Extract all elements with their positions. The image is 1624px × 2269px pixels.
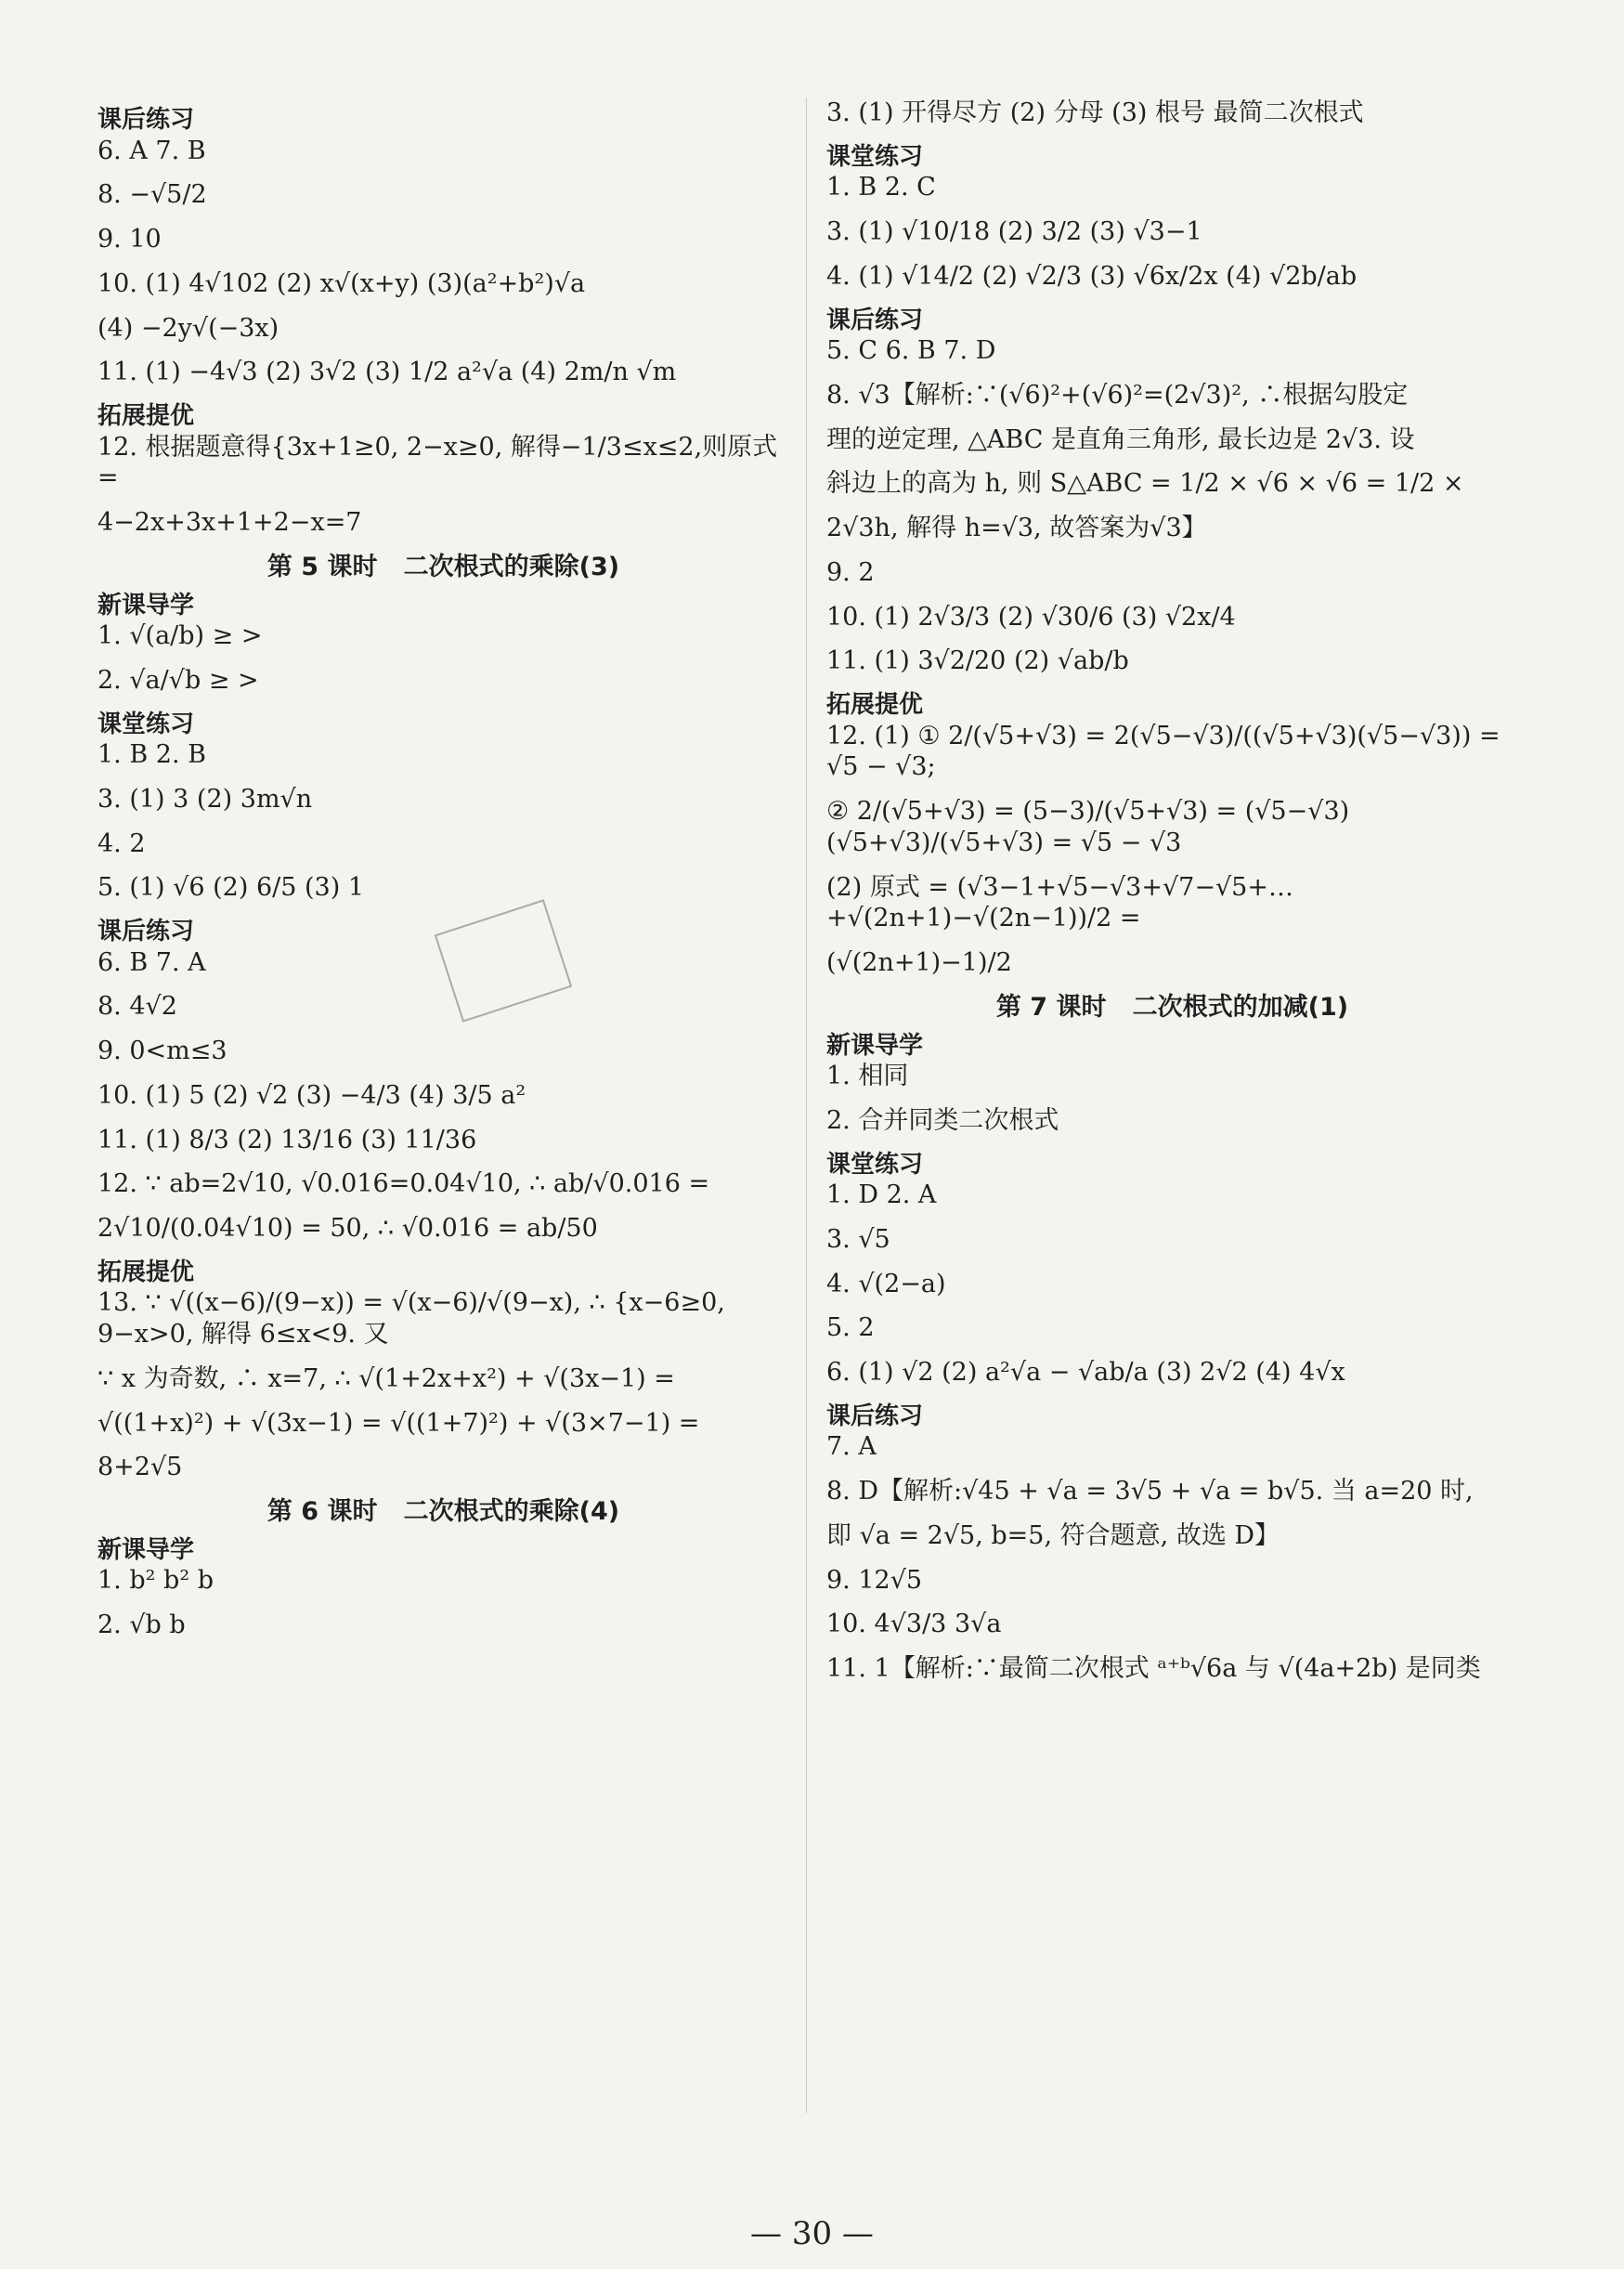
answer-line: 3. (1) 3 (2) 3m√n bbox=[97, 784, 313, 814]
section-heading: 课堂练习 bbox=[97, 710, 195, 738]
section-heading: 拓展提优 bbox=[97, 402, 195, 430]
answer-line: 4. (1) √14/2 (2) √2/3 (3) √6x/2x (4) √2b/ab bbox=[826, 261, 1358, 291]
answer-line: 11. (1) 3√2/20 (2) √ab/b bbox=[826, 646, 1129, 676]
answer-line: 10. (1) 4√102 (2) x√(x+y) (3)(a²+b²)√a bbox=[97, 268, 586, 298]
answer-line: 1. √(a/b) ≥ > bbox=[97, 621, 263, 650]
answer-line: 5. (1) √6 (2) 6/5 (3) 1 bbox=[97, 873, 365, 903]
answer-line: 9. 10 bbox=[97, 225, 162, 254]
answer-line: 4. √(2−a) bbox=[826, 1269, 946, 1298]
answer-line: 2. √a/√b ≥ > bbox=[97, 665, 259, 695]
section-heading: 拓展提优 bbox=[97, 1258, 195, 1286]
answer-line: 8+2√5 bbox=[97, 1453, 183, 1482]
answer-line: 11. (1) −4√3 (2) 3√2 (3) 1/2 a²√a (4) 2m/n √m bbox=[97, 358, 677, 387]
answer-line: 2√3h, 解得 h=√3, 故答案为√3】 bbox=[826, 514, 1207, 542]
answer-line: 1. 相同 bbox=[826, 1062, 909, 1090]
answer-line: (√(2n+1)−1)/2 bbox=[826, 948, 1012, 977]
section-heading: 课后练习 bbox=[97, 106, 195, 134]
answer-line: 1. B 2. B bbox=[97, 740, 206, 769]
answer-line: 4−2x+3x+1+2−x=7 bbox=[97, 508, 362, 537]
answer-line: 6. A 7. B bbox=[97, 136, 206, 165]
answer-line: 12. 根据题意得{3x+1≥0, 2−x≥0, 解得−1/3≤x≤2,则原式= bbox=[97, 432, 778, 493]
section-heading: 课后练习 bbox=[826, 1402, 924, 1430]
answer-line: 10. (1) 5 (2) √2 (3) −4/3 (4) 3/5 a² bbox=[97, 1080, 526, 1110]
answer-line: 7. A bbox=[826, 1432, 877, 1462]
answer-line: 8. 4√2 bbox=[97, 992, 177, 1022]
answer-line: 2. 合并同类二次根式 bbox=[826, 1105, 1059, 1135]
answer-line: 2. √b b bbox=[97, 1610, 186, 1639]
answer-line: 2√10/(0.04√10) = 50, ∴ √0.016 = ab/50 bbox=[97, 1214, 598, 1243]
answer-line: 4. 2 bbox=[97, 828, 146, 858]
answer-line: ② 2/(√5+√3) = (5−3)/(√5+√3) = (√5−√3)(√5+√3)/(√5+√3) = √5 − √3 bbox=[826, 797, 1350, 857]
answer-line: 5. C 6. B 7. D bbox=[826, 336, 996, 365]
section-heading: 课堂练习 bbox=[826, 1150, 924, 1179]
answer-line: 斜边上的高为 h, 则 S△ABC = 1/2 × √6 × √6 = 1/2 × bbox=[826, 469, 1464, 499]
section-heading: 新课导学 bbox=[97, 591, 195, 619]
answer-line: ∵ x 为奇数, ∴ x=7, ∴ √(1+2x+x²) + √(3x−1) = bbox=[97, 1363, 675, 1393]
answer-line: 6. B 7. A bbox=[97, 947, 206, 977]
answer-line: 12. (1) ① 2/(√5+√3) = 2(√5−√3)/((√5+√3)(√5−√3)) = √5 − √3; bbox=[826, 721, 1501, 782]
page-number: — 30 — bbox=[750, 2215, 874, 2252]
answer-line: (2) 原式 = (√3−1+√5−√3+√7−√5+…+√(2n+1)−√(2n−1))/2 = bbox=[826, 872, 1293, 933]
answer-line: 即 √a = 2√5, b=5, 符合题意, 故选 D】 bbox=[826, 1520, 1280, 1550]
answer-line: 8. √3【解析:∵(√6)²+(√6)²=(2√3)², ∴根据勾股定 bbox=[826, 380, 1409, 410]
section-heading: 课后练习 bbox=[826, 306, 924, 334]
answer-line: 8. −√5/2 bbox=[97, 180, 207, 210]
answer-line: 1. B 2. C bbox=[826, 173, 936, 202]
answer-line: 9. 0<m≤3 bbox=[97, 1037, 227, 1065]
answer-line: 10. (1) 2√3/3 (2) √30/6 (3) √2x/4 bbox=[826, 602, 1236, 632]
answer-line: 12. ∵ ab=2√10, √0.016=0.04√10, ∴ ab/√0.016 = bbox=[97, 1169, 710, 1199]
answer-line: 1. D 2. A bbox=[826, 1180, 937, 1209]
answer-line: 11. 1【解析:∵最简二次根式 ᵃ⁺ᵇ√6a 与 √(4a+2b) 是同类 bbox=[826, 1654, 1481, 1683]
answer-line: 9. 12√5 bbox=[826, 1565, 923, 1595]
answer-line: 6. (1) √2 (2) a²√a − √ab/a (3) 2√2 (4) 4√x bbox=[826, 1358, 1345, 1387]
section-heading: 新课导学 bbox=[97, 1535, 195, 1564]
lesson-title: 第 6 课时 二次根式的乘除(4) bbox=[266, 1497, 620, 1526]
answer-line: 3. (1) 开得尽方 (2) 分母 (3) 根号 最简二次根式 bbox=[826, 98, 1364, 127]
column-divider bbox=[806, 98, 807, 2113]
section-heading: 课堂练习 bbox=[826, 142, 924, 171]
answer-line: 3. √5 bbox=[826, 1224, 890, 1254]
lesson-title: 第 7 课时 二次根式的加减(1) bbox=[995, 992, 1349, 1022]
answer-line: 11. (1) 8/3 (2) 13/16 (3) 11/36 bbox=[97, 1125, 477, 1154]
answer-line: (4) −2y√(−3x) bbox=[97, 313, 279, 343]
section-heading: 课后练习 bbox=[97, 918, 195, 945]
lesson-title: 第 5 课时 二次根式的乘除(3) bbox=[266, 552, 620, 581]
answer-line: 13. ∵ √((x−6)/(9−x)) = √(x−6)/√(9−x), ∴ {x−6≥0, 9−x>0, 解得 6≤x<9. 又 bbox=[97, 1288, 725, 1349]
answer-line: √((1+x)²) + √(3x−1) = √((1+7)²) + √(3×7−1) = bbox=[97, 1408, 700, 1438]
section-heading: 新课导学 bbox=[826, 1031, 924, 1060]
left-column bbox=[97, 98, 789, 1654]
right-column bbox=[826, 98, 1518, 1698]
answer-line: 10. 4√3/3 3√a bbox=[826, 1610, 1002, 1639]
answer-line: 9. 2 bbox=[826, 557, 875, 587]
section-heading: 拓展提优 bbox=[826, 691, 924, 719]
answer-line: 3. (1) √10/18 (2) 3/2 (3) √3−1 bbox=[826, 217, 1202, 246]
answer-line: 理的逆定理, △ABC 是直角三角形, 最长边是 2√3. 设 bbox=[826, 424, 1415, 454]
answer-line: 5. 2 bbox=[826, 1313, 875, 1343]
answer-line: 8. D【解析:√45 + √a = 3√5 + √a = b√5. 当 a=20 时, bbox=[826, 1477, 1474, 1506]
answer-line: 1. b² b² b bbox=[97, 1566, 214, 1596]
